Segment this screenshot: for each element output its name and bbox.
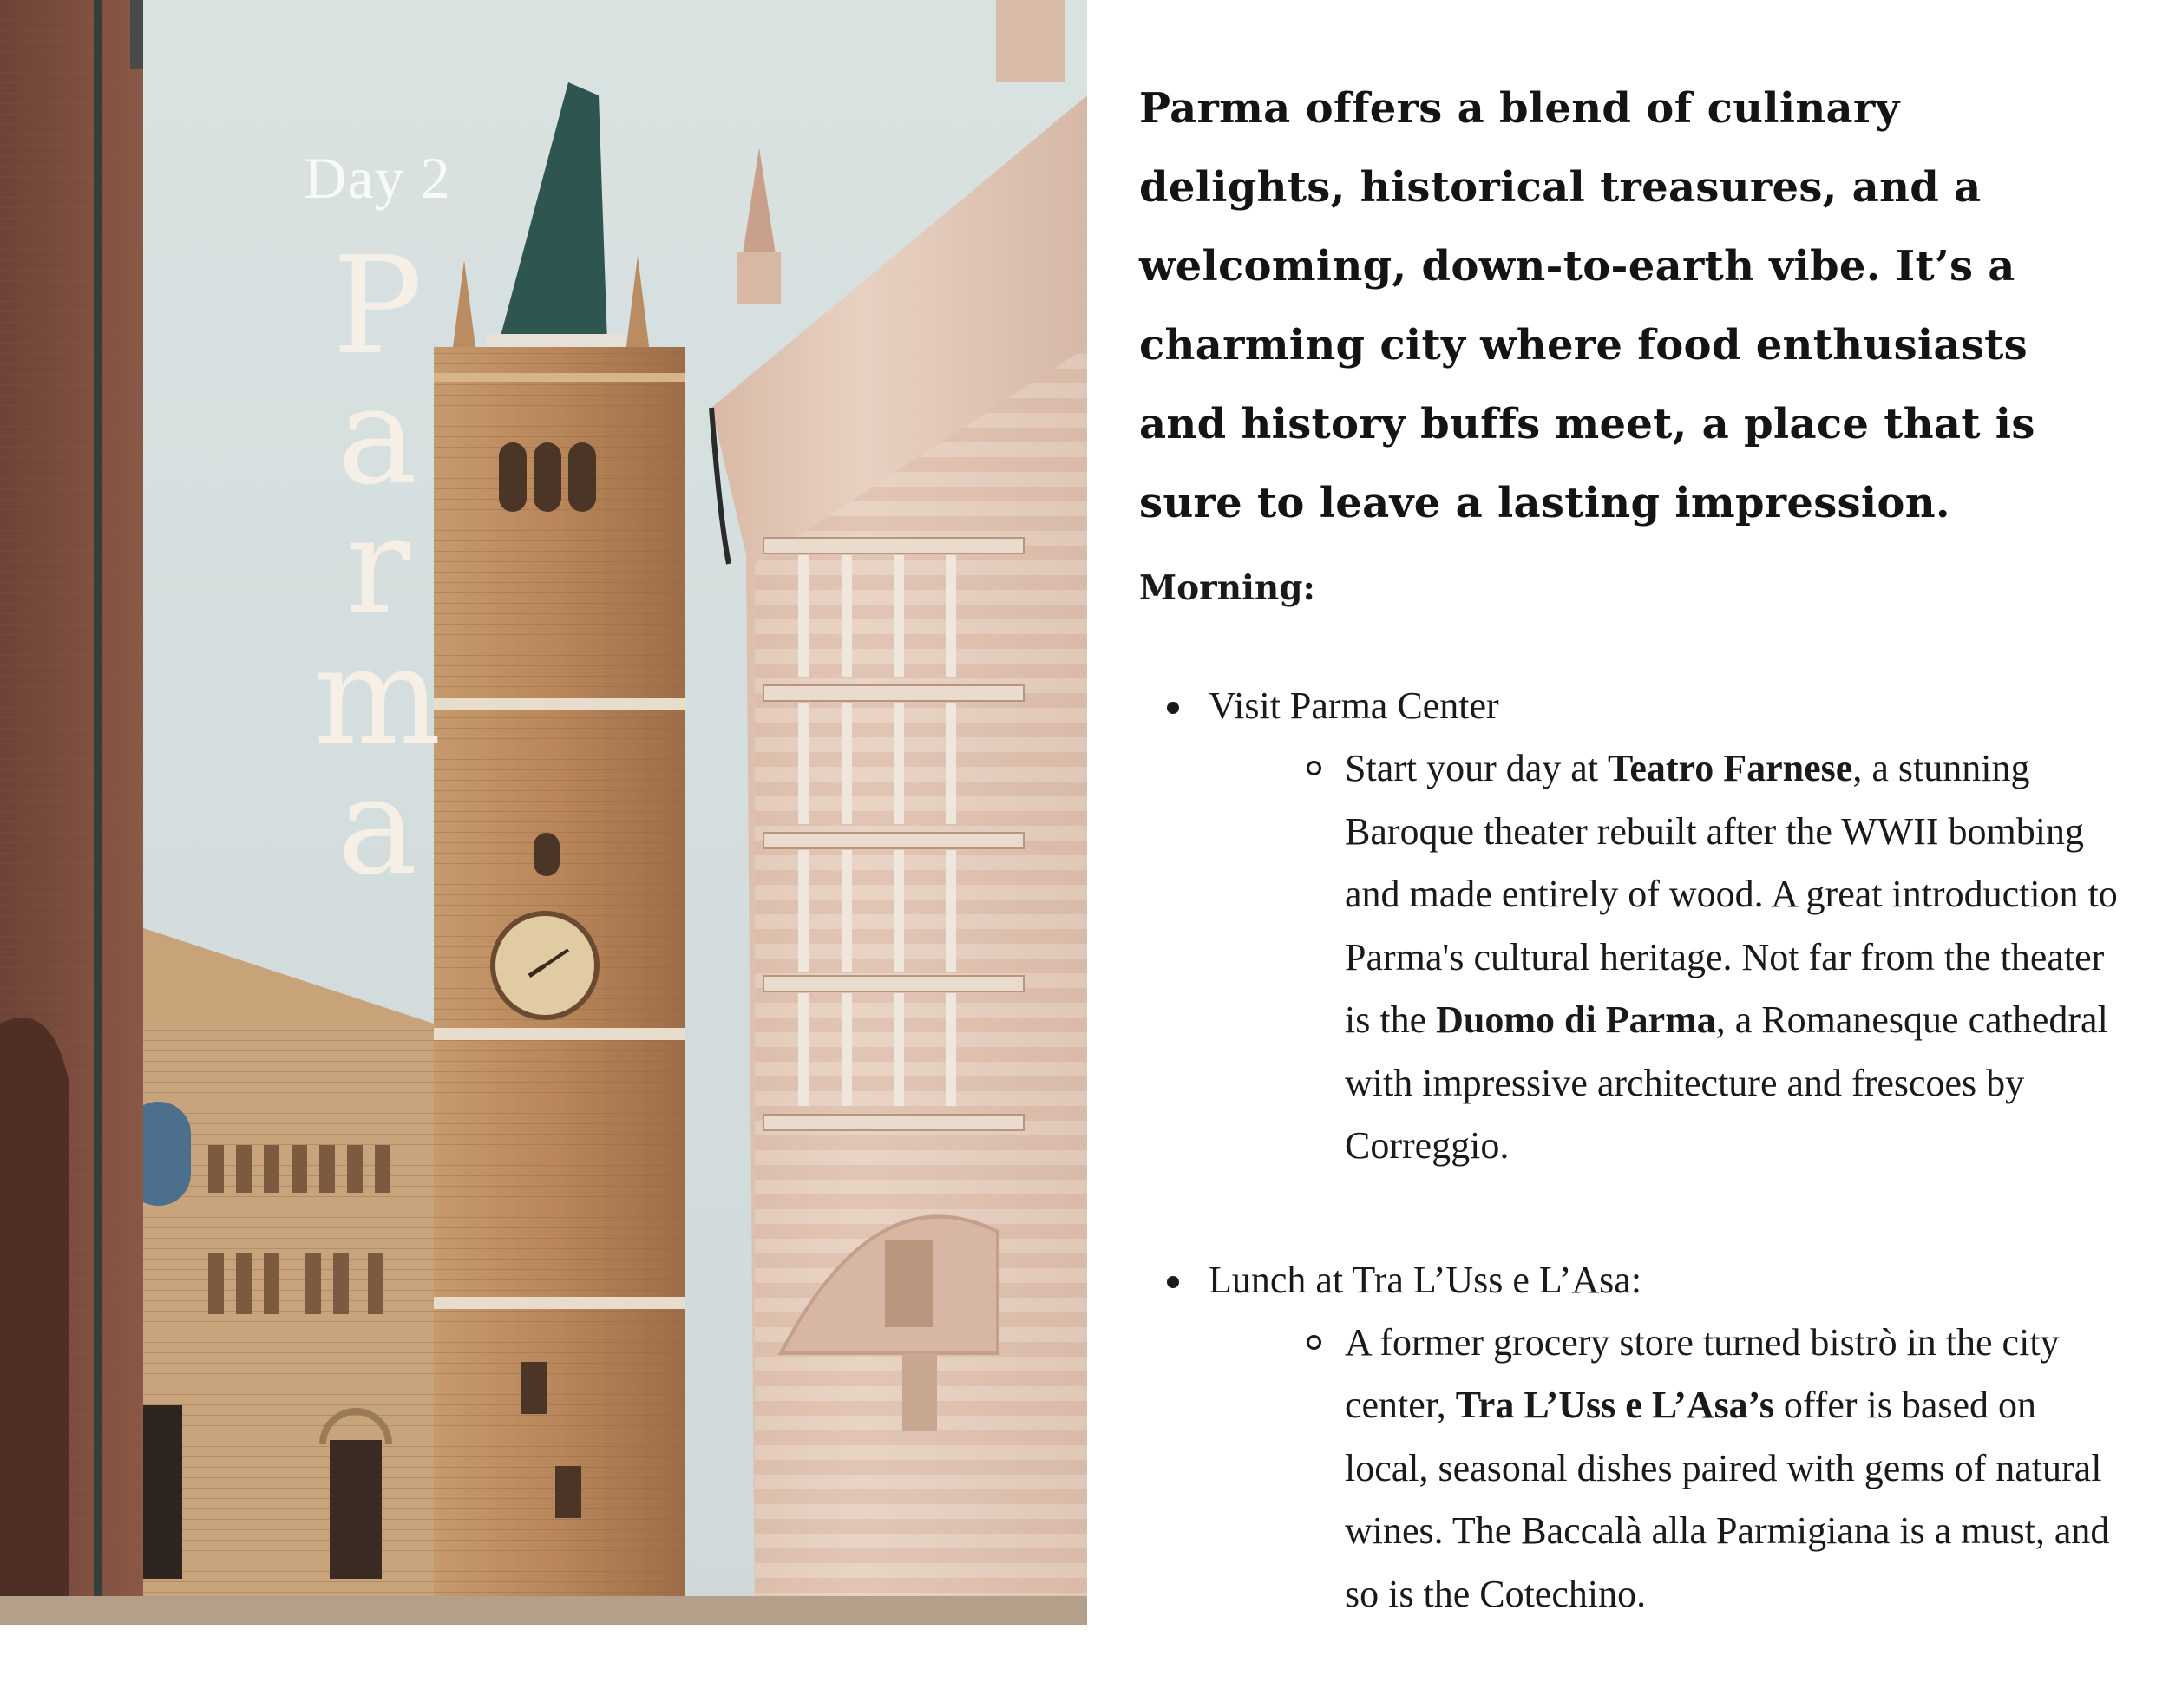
sub-list-item — [1209, 737, 2120, 1178]
city-letter: a — [337, 748, 418, 905]
sub-list — [1209, 1312, 2120, 1626]
sub-list — [1209, 737, 2120, 1178]
parma-cathedral-photo — [0, 0, 1087, 1625]
highlight-duomo-di-parma: Duomo di Parma — [1436, 998, 1716, 1041]
detail-text: Start your day at — [1345, 747, 1609, 789]
section-heading-morning: Morning: — [1139, 568, 1315, 608]
left-building — [0, 0, 143, 1625]
detail-text: , a Romanesque cathedral with impressive architecture and frescoes by Correggio. — [1345, 998, 2108, 1167]
intro-paragraph: Parma offers a blend of culinary delights, historical treasures, and a welcoming, down-to-earth vibe. It’s a charming city where food enthusiasts and history buffs meet, a place that is sure to leave a lasting impression. — [1139, 84, 2035, 527]
highlight-teatro-farnese: Teatro Farnese — [1608, 747, 1853, 789]
list-item — [1139, 1249, 2120, 1626]
itinerary-column — [1139, 69, 2120, 1697]
city-name-vertical — [291, 227, 464, 905]
item-title: Lunch at Tra L’Uss e L’Asa: — [1209, 1258, 1642, 1301]
list-item — [1139, 675, 2120, 1178]
detail-text: , a stunning Baroque theater rebuilt after the WWII bombing and made entirely of wood. A great introduction to Parma's cultural heritage. Not far from the theater is the — [1345, 747, 2118, 1041]
city-letter: a — [337, 357, 418, 514]
item-title: Visit Parma Center — [1209, 684, 1499, 727]
sub-list-item — [1209, 1312, 2120, 1626]
city-letter: P — [331, 227, 423, 384]
day-label: Day 2 — [304, 145, 451, 211]
item-detail — [1345, 737, 2120, 1178]
itinerary-list — [1139, 675, 2120, 1626]
highlight-restaurant: Tra L’Uss e L’Asa’s — [1455, 1384, 1774, 1426]
detail-text: A former grocery store turned bistrò in the city center, — [1345, 1320, 2060, 1426]
cathedral-facade — [121, 924, 434, 1596]
detail-text: offer is based on local, seasonal dishes paired with gems of natural wines. The Baccalà alla Parmigiana is a must, and so is the Cotechino. — [1345, 1384, 2110, 1615]
city-letter: m — [313, 618, 442, 775]
item-detail — [1345, 1312, 2120, 1626]
city-letter: r — [344, 488, 410, 645]
